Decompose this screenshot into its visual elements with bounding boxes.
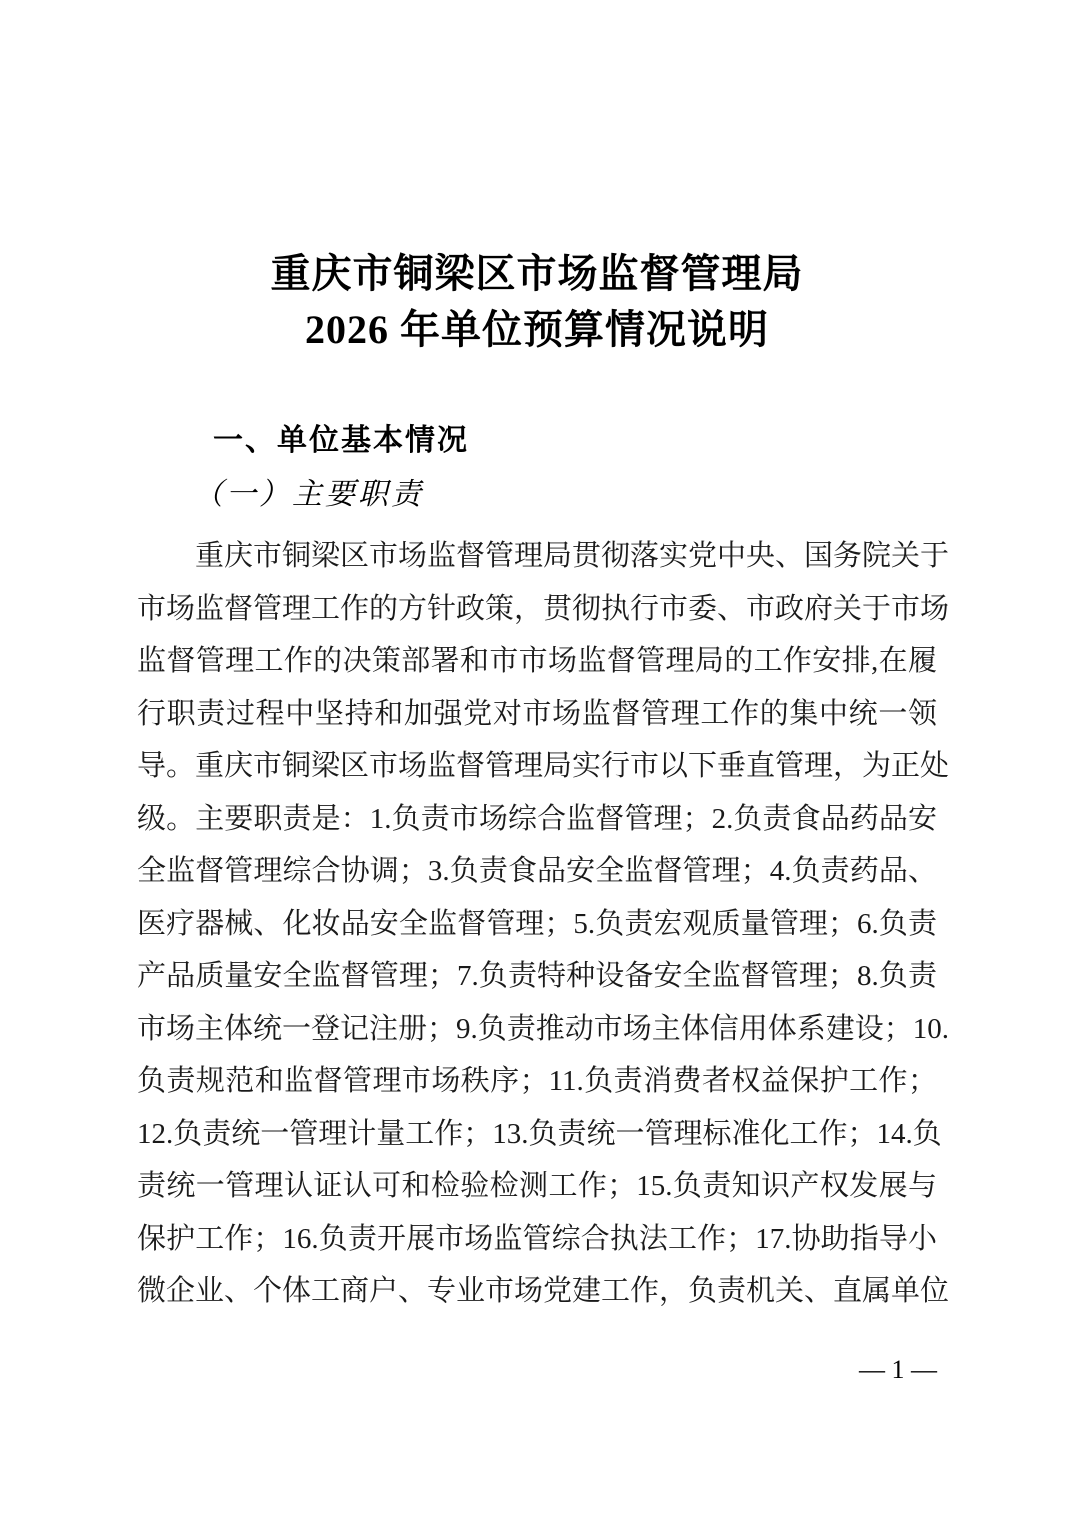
body-line: 医疗器械、化妆品安全监督管理；5.负责宏观质量管理；6.负责 <box>137 907 937 940</box>
body-line: 市场主体统一登记注册；9.负责推动市场主体信用体系建设；10. <box>137 1012 950 1045</box>
subsection-heading-main-duties: （一）主要职责 <box>193 478 424 511</box>
page-number: — 1 — <box>859 1355 937 1384</box>
body-line: 保护工作；16.负责开展市场监管综合执法工作；17.协助指导小 <box>137 1222 937 1255</box>
body-line: 微企业、个体工商户、专业市场党建工作，负责机关、直属单位 <box>137 1275 950 1307</box>
body-line: 重庆市铜梁区市场监督管理局贯彻落实党中央、国务院关于 <box>195 540 950 572</box>
body-line: 负责规范和监督管理市场秩序；11.负责消费者权益保护工作； <box>137 1065 937 1097</box>
body-line: 责统一管理认证认可和检验检测工作；15.负责知识产权发展与 <box>137 1170 937 1202</box>
document-title-line1: 重庆市铜梁区市场监督管理局 <box>270 251 804 296</box>
body-line: 市场监督管理工作的方针政策，贯彻执行市委、市政府关于市场 <box>137 592 950 625</box>
body-line: 监督管理工作的决策部署和市市场监督管理局的工作安排,在履 <box>137 645 937 677</box>
body-line: 12.负责统一管理计量工作；13.负责统一管理标准化工作；14.负 <box>137 1117 942 1150</box>
body-line: 导。重庆市铜梁区市场监督管理局实行市以下垂直管理，为正处 <box>137 750 950 782</box>
body-line: 级。主要职责是：1.负责市场综合监督管理；2.负责食品药品安 <box>137 802 937 835</box>
section-heading-basic-info: 一、单位基本情况 <box>213 424 469 457</box>
document-title <box>137 246 937 358</box>
body-paragraph <box>137 530 950 1318</box>
page-content <box>137 0 950 1318</box>
body-line: 产品质量安全监督管理；7.负责特种设备安全监督管理；8.负责 <box>137 960 937 992</box>
document-title-line2: 2026 年单位预算情况说明 <box>305 307 769 352</box>
body-line: 全监督管理综合协调；3.负责食品安全监督管理；4.负责药品、 <box>137 855 937 887</box>
body-line: 行职责过程中坚持和加强党对市场监督管理工作的集中统一领 <box>137 697 937 730</box>
